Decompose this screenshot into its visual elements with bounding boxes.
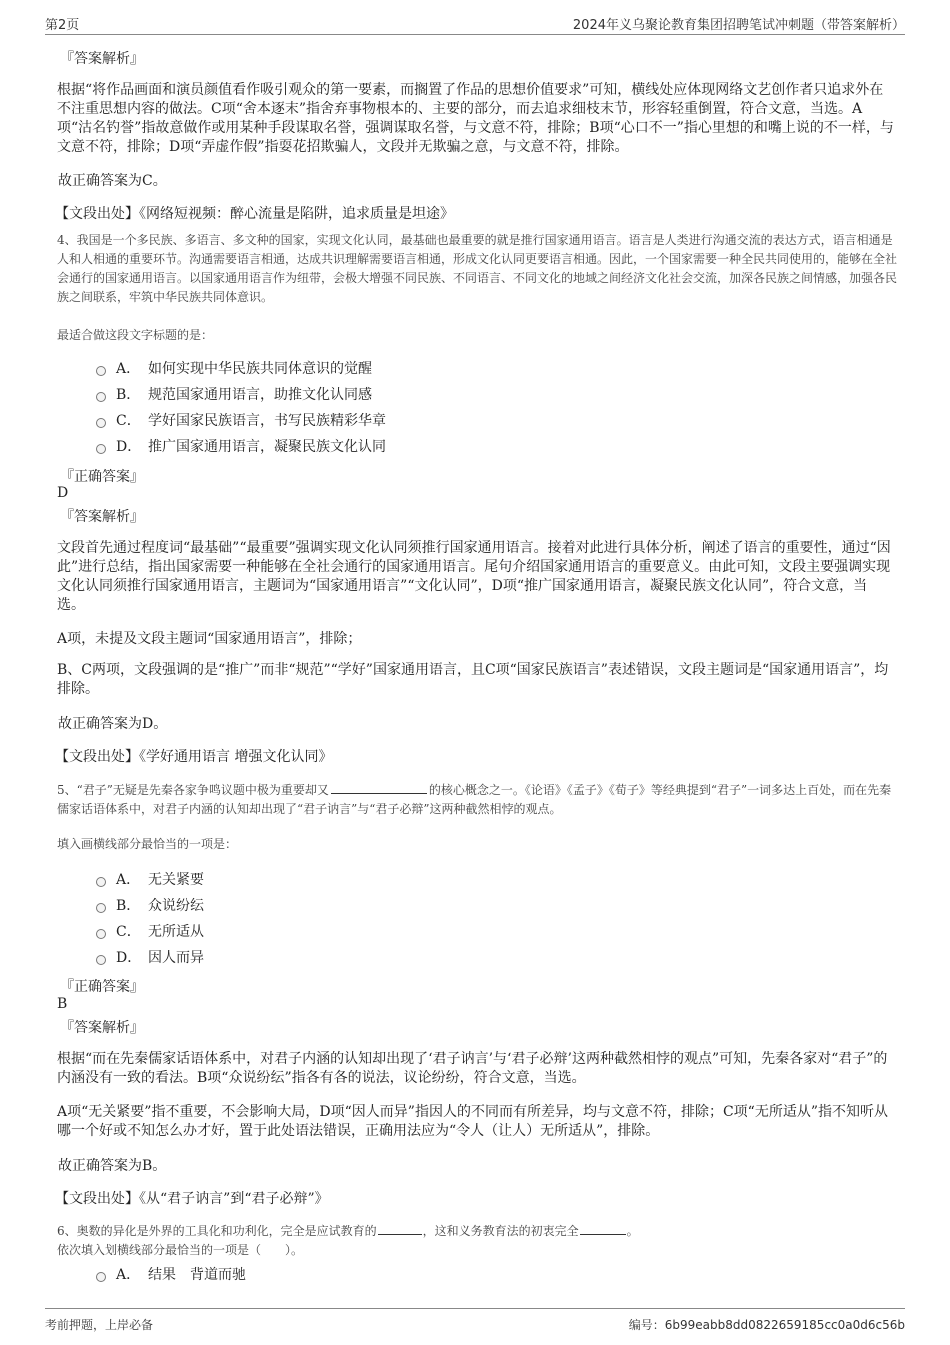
q4-stem: 4、我国是一个多民族、多语言、多文种的国家，实现文化认同，最基础也最重要的就是推行国家通用语言。语言是人类进行沟通交流的表达方式，语言相通是人和人相通的重要环节。沟通需要语言相通，达成共识理解需要语言相通，形成文化认同更要语言相通。因此，一个国家需要一种全民共同使用的，能够在全社会通行的国家通用语言。以国家通用语言作为纽带，会极大增强不同民族、不同语言、不同文化的地域之间经济文化社会交流，加深各民族之间情感，加强各民族之间联系，牢筑中华民族共同体意识。 (57, 233, 898, 304)
q6-stem-part-2: ，这和义务教育法的初衷完全 (422, 1224, 579, 1238)
q4-source: 【文段出处】《学好通用语言 增强文化认同》 (55, 749, 333, 765)
radio-icon[interactable] (96, 444, 106, 454)
q5-source: 【文段出处】《从“君子讷言”到“君子必辩”》 (55, 1191, 329, 1207)
q5-option-c[interactable] (96, 921, 204, 941)
q6-stem-part-1: 6、奥数的异化是外界的工具化和功利化，完全是应试教育的 (57, 1224, 377, 1238)
q6-blank-2 (580, 1222, 626, 1235)
q6-stem (57, 1222, 900, 1241)
q4-answer-label: 『正确答案』 (60, 469, 144, 485)
q5-option-d[interactable] (96, 947, 204, 967)
q4-prompt: 最适合做这段文字标题的是： (57, 328, 214, 342)
option-text: 规范国家通用语言，助推文化认同感 (148, 387, 372, 403)
option-text: 无关紧要 (148, 872, 204, 888)
option-letter: C． (116, 413, 141, 429)
document-id: 编号：6b99eabb8dd0822659185cc0a0d6c56b (628, 1318, 905, 1332)
q5-analysis-2: A项“无关紧要”指不重要，不会影响大局，D项“因人而异”指因人的不同而有所差异，均与文意不符，排除；C项“无所适从”指不知听从哪一个好或不知怎么办才好，置于此处语法错误，正确用法应为“令人（让人）无所适从”，排除。 (57, 1104, 888, 1139)
q6-stem-part-3: 。 (626, 1224, 639, 1238)
option-letter: A． (116, 1267, 141, 1283)
option-text: 如何实现中华民族共同体意识的觉醒 (148, 361, 372, 377)
option-text: 因人而异 (148, 950, 204, 966)
q5-prompt: 填入画横线部分最恰当的一项是： (57, 837, 238, 851)
option-letter: B． (116, 898, 141, 914)
radio-icon[interactable] (96, 418, 106, 428)
q5-option-a[interactable] (96, 869, 204, 889)
page-footer (45, 1308, 905, 1337)
radio-icon[interactable] (96, 903, 106, 913)
q3-source: 【文段出处】《网络短视频：醉心流量是陷阱，追求质量是坦途》 (55, 206, 454, 222)
q4-analysis-3: B、C两项，文段强调的是“推广”而非“规范”“学好”国家通用语言，且C项“国家民族语言”表述错误，文段主题词是“国家通用语言”，均排除。 (57, 662, 889, 697)
q4-analysis-1: 文段首先通过程度词“最基础”“最重要”强调实现文化认同须推行国家通用语言。接着对此进行具体分析，阐述了语言的重要性，通过“因此”进行总结，指出国家需要一种能够在全社会通行的国家通用语言。尾句介绍国家通用语言的重要意义。由此可知，文段主要强调实现文化认同须推行国家通用语言，主题词为“国家通用语言”“文化认同”，D项“推广国家通用语言，凝聚民族文化认同”，符合文意，当选。 (57, 540, 891, 613)
page-number: 第2页 (45, 18, 80, 33)
q6-blank-1 (378, 1222, 422, 1235)
option-text: 众说纷纭 (148, 898, 204, 914)
q4-analysis-2: A项，未提及文段主题词“国家通用语言”，排除； (57, 631, 362, 647)
q3-analysis-label: 『答案解析』 (60, 51, 144, 67)
option-text: 学好国家民族语言，书写民族精彩华章 (148, 413, 386, 429)
footer-slogan: 考前押题，上岸必备 (45, 1318, 154, 1332)
radio-icon[interactable] (96, 955, 106, 965)
q5-analysis-1: 根据“而在先秦儒家话语体系中，对君子内涵的认知却出现了‘君子讷言’与‘君子必辩’这两种截然相悖的观点”可知，先秦各家对“君子”的内涵没有一致的看法。B项“众说纷纭”指各有各的说法，议论纷纷，符合文意，当选。 (57, 1051, 888, 1086)
q5-option-b[interactable] (96, 895, 204, 915)
option-letter: D． (116, 439, 142, 455)
document-title: 2024年义乌聚论教育集团招聘笔试冲刺题（带答案解析） (572, 18, 905, 33)
option-letter: D． (116, 950, 142, 966)
option-letter: C． (116, 924, 141, 940)
q3-analysis: 根据“将作品画面和演员颜值看作吸引观众的第一要素，而搁置了作品的思想价值要求”可知，横线处应体现网络文艺创作者只追求外在不注重思想内容的做法。C项“舍本逐末”指舍弃事物根本的、主要的部分，而去追求细枝末节，形容轻重倒置，符合文意，当选。A项“沽名钓誉”指故意做作或用某种手段谋取名誉，强调谋取名誉，与文意不符，排除；B项“心口不一”指心里想的和嘴上说的不一样，与文意不符，排除；D项“弄虚作假”指耍花招欺骗人，文段并无欺骗之意，与文意不符，排除。 (57, 82, 894, 155)
q5-conclusion: 故正确答案为B。 (58, 1158, 167, 1174)
q6-option-a[interactable] (96, 1264, 246, 1284)
radio-icon[interactable] (96, 392, 106, 402)
radio-icon[interactable] (96, 1272, 106, 1282)
q4-option-d[interactable] (96, 436, 386, 456)
option-text: 推广国家通用语言，凝聚民族文化认同 (148, 439, 386, 455)
radio-icon[interactable] (96, 366, 106, 376)
q4-conclusion: 故正确答案为D。 (58, 716, 168, 732)
page-header (45, 8, 905, 35)
radio-icon[interactable] (96, 929, 106, 939)
option-letter: B． (116, 387, 141, 403)
option-text: 无所适从 (148, 924, 204, 940)
q4-option-a[interactable] (96, 358, 372, 378)
q5-answer-label: 『正确答案』 (60, 979, 144, 995)
q5-stem-part-2: 的核心概念之一。《论语》《孟子》《荀子》等经典提到“君子”一词多达上百处，而在先秦儒家话语体系中，对君子内涵的认知却出现了“君子讷言”与“君子必辩”这两种截然相悖的观点。 (57, 783, 892, 816)
option-letter: A． (116, 872, 141, 888)
q3-conclusion: 故正确答案为C。 (58, 173, 167, 189)
q5-blank (331, 781, 427, 794)
q5-analysis-label: 『答案解析』 (60, 1020, 144, 1036)
q5-stem (57, 781, 900, 819)
q4-option-b[interactable] (96, 384, 372, 404)
q4-analysis-label: 『答案解析』 (60, 509, 144, 525)
q5-answer: B (57, 996, 68, 1012)
q4-option-c[interactable] (96, 410, 386, 430)
q4-answer: D (57, 485, 69, 501)
radio-icon[interactable] (96, 877, 106, 887)
option-text: 结果 背道而驰 (148, 1267, 246, 1283)
q5-stem-part-1: 5、“君子”无疑是先秦各家争鸣议题中极为重要却又 (57, 783, 329, 797)
q6-prompt: 依次填入划横线部分最恰当的一项是（ ）。 (57, 1243, 304, 1257)
option-letter: A． (116, 361, 141, 377)
